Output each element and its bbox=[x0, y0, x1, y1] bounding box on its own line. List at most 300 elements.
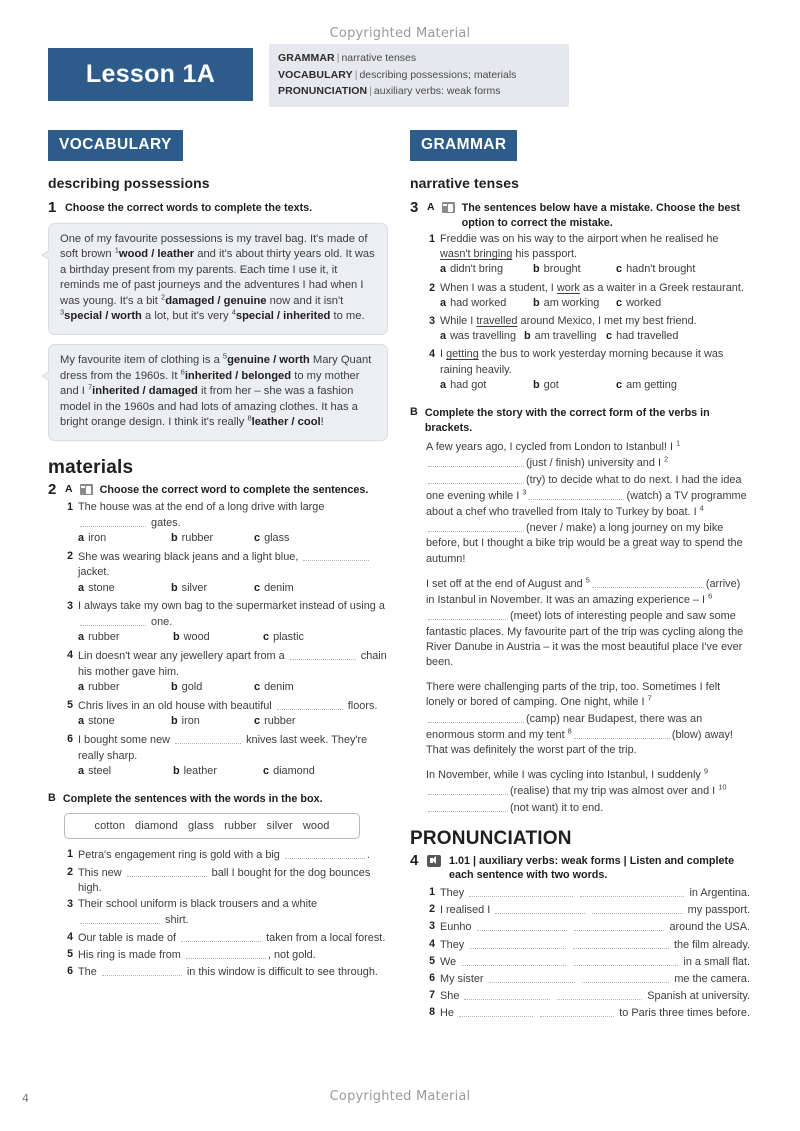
option[interactable] bbox=[254, 531, 290, 546]
question-body: Their school uniform is black trousers and a white shirt. bbox=[78, 898, 318, 927]
answer-blank[interactable] bbox=[528, 489, 624, 500]
option[interactable] bbox=[524, 329, 606, 344]
option-letter: b bbox=[173, 764, 180, 777]
option-text: was travelling bbox=[450, 330, 517, 343]
option-text: denim bbox=[264, 680, 294, 693]
bold-option: inherited / belonged bbox=[184, 369, 292, 382]
exercise-4-instruction-text: Listen and complete each sentence with two words. bbox=[449, 854, 735, 882]
option-letter: c bbox=[254, 680, 261, 693]
option-text: had worked bbox=[450, 296, 507, 309]
option[interactable] bbox=[78, 714, 171, 729]
list-item bbox=[64, 930, 388, 946]
option-letter: b bbox=[533, 296, 540, 309]
question-body: She was wearing black jeans and a light blue, jacket. a stone b silver c denim bbox=[78, 549, 388, 598]
list-item bbox=[64, 698, 388, 731]
question-body: Our table is made of taken from a local forest. bbox=[78, 931, 386, 944]
question-number: 5 bbox=[67, 947, 73, 960]
option-text: plastic bbox=[273, 631, 304, 644]
answer-blank[interactable] bbox=[428, 521, 524, 532]
option[interactable] bbox=[616, 296, 661, 311]
lesson-title-banner bbox=[48, 48, 253, 101]
option-letter: c bbox=[263, 631, 270, 644]
question-body bbox=[440, 954, 750, 970]
option-text: rubber bbox=[264, 715, 296, 728]
question-body: Freddie was on his way to the airport when he realised he wasn't bringing his passport. a didn't bring b brought c hadn't brought bbox=[440, 232, 750, 280]
question-number: 3 bbox=[67, 599, 73, 612]
bold-option: special / worth bbox=[64, 310, 142, 323]
answer-blank[interactable] bbox=[540, 1006, 614, 1017]
question-body bbox=[440, 902, 750, 918]
flashcard-icon bbox=[80, 484, 93, 495]
exercise-2-part-a-label: A bbox=[65, 483, 73, 496]
list-item bbox=[426, 988, 750, 1004]
option-letter: a bbox=[78, 581, 85, 594]
exercise-3b-head bbox=[410, 405, 750, 435]
option-text: steel bbox=[88, 764, 112, 777]
gap-number: 3 bbox=[60, 307, 65, 317]
sentence-start: Eunho bbox=[440, 921, 472, 934]
vocabulary-chip-wrap bbox=[48, 130, 388, 161]
answer-blank[interactable] bbox=[285, 848, 365, 859]
question-number: 2 bbox=[67, 865, 73, 878]
answer-blank[interactable] bbox=[428, 712, 524, 723]
list-item bbox=[64, 847, 388, 863]
question-body bbox=[440, 971, 750, 987]
list-item bbox=[426, 971, 750, 987]
exercise-1-instruction: Choose the correct words to complete the texts. bbox=[65, 202, 313, 214]
syllabus-separator: | bbox=[369, 85, 372, 97]
question-number: 1 bbox=[429, 233, 435, 245]
speech-bubble-text: One of my favourite possessions is my travel bag. It's made of soft brown $^1$wood / leather and it's about thirty years old. It was a birthday present from my parents. Each time I use it, it reminds me of past journeys and the adventures I had when I was young. It's a bit $^2$damaged / genuine now and it isn't $^3$special / worth a lot, but it's very $^4$special / inherited to me. bbox=[48, 223, 388, 336]
list-item bbox=[64, 648, 388, 697]
syllabus-value: narrative tenses bbox=[341, 52, 417, 64]
option-text: glass bbox=[264, 531, 290, 544]
option-text: gold bbox=[181, 680, 203, 693]
syllabus-row bbox=[278, 50, 560, 67]
question-number: 4 bbox=[429, 937, 435, 950]
vocabulary-column bbox=[48, 130, 388, 990]
list-item bbox=[426, 919, 750, 935]
option[interactable] bbox=[78, 531, 171, 546]
answer-blank[interactable] bbox=[127, 866, 207, 877]
list-item bbox=[64, 599, 388, 648]
option-text: rubber bbox=[181, 531, 214, 544]
option-text: wood bbox=[183, 631, 210, 644]
answer-blank[interactable] bbox=[80, 516, 146, 527]
exercise-3b-instruction: Complete the story with the correct form of the verbs in brackets. bbox=[424, 407, 710, 434]
option[interactable] bbox=[616, 378, 677, 393]
option-letter: b bbox=[533, 263, 540, 276]
option[interactable] bbox=[171, 680, 254, 695]
option-text: had got bbox=[450, 378, 487, 391]
answer-blank[interactable] bbox=[102, 965, 182, 976]
option[interactable] bbox=[606, 329, 678, 344]
syllabus-row bbox=[278, 67, 560, 84]
exercise-2 bbox=[48, 482, 388, 980]
grammar-column bbox=[410, 130, 750, 1032]
list-item bbox=[64, 964, 388, 980]
list-item bbox=[426, 314, 750, 346]
answer-blank[interactable] bbox=[80, 913, 160, 924]
question-number: 6 bbox=[67, 964, 73, 977]
sentence-start: We bbox=[440, 955, 457, 968]
option-letter: b bbox=[171, 715, 178, 728]
list-item bbox=[426, 347, 750, 395]
syllabus-label: GRAMMAR bbox=[278, 52, 335, 64]
answer-blank[interactable] bbox=[469, 938, 565, 949]
option-letter: a bbox=[78, 631, 85, 644]
option-text: didn't bring bbox=[450, 263, 504, 276]
gap-number: 2 bbox=[664, 454, 669, 464]
option-text: iron bbox=[181, 715, 200, 728]
answer-blank[interactable] bbox=[574, 920, 664, 931]
exercise-2-head bbox=[48, 482, 388, 498]
story-paragraph: A few years ago, I cycled from London to Istanbul! I $^1$(just / finish) university and I $^2$(try) to decide what to do next. I had the idea one evening while I $^3$ (watch) a TV programme about a chef who travelled from Italy to Turkey by boat. I $^4$(never / make) a long journey on my bike before, but I thought a bike trip would be a great way to spend the autumn! bbox=[426, 438, 747, 565]
question-number: 5 bbox=[67, 698, 73, 711]
list-item bbox=[64, 500, 388, 549]
separator: | bbox=[470, 854, 480, 867]
option-letter: c bbox=[254, 531, 261, 544]
story-paragraph: In November, while I was cycling into Istanbul, I suddenly $^9$(realise) that my trip was almost over and I $^{10}$(not want) it to end. bbox=[426, 766, 727, 814]
list-item bbox=[64, 865, 388, 896]
option[interactable] bbox=[78, 680, 171, 695]
gap-number: 8 bbox=[247, 413, 252, 423]
question-number: 3 bbox=[429, 315, 435, 328]
list-item bbox=[426, 954, 750, 970]
option-letter: a bbox=[440, 330, 447, 343]
answer-blank[interactable] bbox=[181, 931, 261, 942]
bold-option: genuine / worth bbox=[227, 354, 310, 367]
question-body: This new ball I bought for the dog bounces high. bbox=[78, 866, 371, 894]
grammar-subhead: narrative tenses bbox=[410, 175, 519, 191]
option-text: diamond bbox=[273, 764, 315, 777]
page-number: 4 bbox=[22, 1092, 29, 1105]
exercise-4-question-list bbox=[426, 885, 750, 1022]
option[interactable] bbox=[78, 630, 173, 645]
option-text: brought bbox=[543, 263, 581, 276]
mistake-underline: travelled bbox=[476, 315, 518, 328]
exercise-3 bbox=[410, 200, 750, 816]
exercise-3-head bbox=[410, 200, 750, 230]
gap-number: 4 bbox=[231, 307, 236, 317]
list-item bbox=[426, 902, 750, 918]
question-body bbox=[440, 988, 750, 1004]
question-body: Petra's engagement ring is gold with a big . bbox=[78, 849, 370, 862]
exercise-4-head bbox=[410, 853, 750, 883]
gap-number: 5 bbox=[585, 575, 590, 585]
gap-number: 4 bbox=[699, 503, 704, 513]
question-number: 8 bbox=[429, 1006, 435, 1019]
option-text: leather bbox=[183, 764, 217, 777]
option-letter: c bbox=[254, 581, 261, 594]
option-letter: c bbox=[263, 764, 270, 777]
list-item bbox=[64, 897, 388, 928]
list-item bbox=[64, 947, 388, 963]
story-paragraph: There were challenging parts of the trip, too. Sometimes I felt lonely or bored of camping. One night, while I $^7$(camp) near Budapest, there was an enormous storm and my tent $^8$ (blow) away! That was definitely the worst part of the trip. bbox=[426, 680, 733, 757]
list-item bbox=[64, 549, 388, 598]
answer-blank[interactable] bbox=[428, 473, 524, 484]
question-number: 4 bbox=[429, 348, 435, 361]
word-bank-item[interactable]: diamond bbox=[135, 820, 178, 833]
option-text: am getting bbox=[626, 378, 677, 391]
option[interactable] bbox=[263, 630, 304, 645]
question-body: I bought some new knives last week. They're really sharp. a steel b leather c diamond bbox=[78, 732, 388, 781]
watermark-bottom: Copyrighted Material bbox=[329, 1089, 471, 1104]
gap-number: 7 bbox=[88, 382, 93, 392]
sentence-end: me the camera. bbox=[674, 972, 750, 985]
option[interactable] bbox=[171, 714, 254, 729]
option[interactable] bbox=[440, 262, 533, 277]
bold-option: inherited / damaged bbox=[92, 385, 198, 398]
answer-blank[interactable] bbox=[461, 955, 566, 966]
option-letter: a bbox=[440, 296, 447, 309]
word-bank-item[interactable]: rubber bbox=[224, 820, 257, 833]
question-number: 6 bbox=[67, 733, 73, 746]
list-item bbox=[426, 937, 750, 953]
word-bank-item[interactable]: silver bbox=[266, 820, 293, 833]
list-item bbox=[426, 1005, 750, 1021]
option-letter: a bbox=[440, 378, 447, 391]
mistake-underline: getting bbox=[446, 348, 479, 361]
audio-topic: auxiliary verbs: weak forms bbox=[479, 854, 621, 867]
answer-blank[interactable] bbox=[428, 801, 508, 812]
answer-blank[interactable] bbox=[574, 728, 670, 739]
syllabus-separator: | bbox=[354, 68, 358, 81]
question-number: 1 bbox=[67, 500, 73, 513]
answer-blank[interactable] bbox=[592, 577, 704, 588]
exercise-3a-question-list bbox=[426, 232, 750, 395]
answer-blank[interactable] bbox=[186, 948, 266, 959]
exercise-2b-head bbox=[48, 791, 388, 807]
answer-blank[interactable] bbox=[464, 989, 549, 1000]
answer-blank[interactable] bbox=[580, 886, 684, 897]
sentence-start: She bbox=[440, 990, 460, 1003]
answer-blank[interactable] bbox=[175, 733, 241, 744]
question-number: 5 bbox=[429, 954, 435, 967]
question-number: 1 bbox=[67, 848, 73, 861]
question-number: 2 bbox=[67, 550, 73, 563]
answer-blank[interactable] bbox=[428, 784, 508, 795]
question-number: 6 bbox=[429, 971, 435, 984]
word-bank-box bbox=[64, 813, 360, 839]
vocabulary-subhead: describing possessions bbox=[48, 175, 210, 191]
gap-number: 1 bbox=[114, 245, 119, 255]
exercise-3-instruction: The sentences below have a mistake. Choose the best option to correct the mistake. bbox=[461, 202, 741, 229]
exercise-1-head bbox=[48, 200, 388, 216]
option-row bbox=[440, 378, 750, 393]
exercise-2-part-b-label: B bbox=[48, 791, 56, 804]
word-bank-item[interactable]: cotton bbox=[94, 820, 126, 833]
answer-blank[interactable] bbox=[277, 699, 343, 710]
answer-blank[interactable] bbox=[428, 456, 524, 467]
answer-blank[interactable] bbox=[303, 550, 369, 561]
option[interactable] bbox=[440, 329, 524, 344]
option[interactable] bbox=[533, 378, 616, 393]
option[interactable] bbox=[616, 262, 695, 277]
syllabus-value: describing possessions; materials bbox=[359, 68, 517, 81]
question-number: 7 bbox=[429, 989, 435, 1002]
gap-number: 3 bbox=[522, 487, 527, 497]
option[interactable] bbox=[440, 378, 533, 393]
option-letter: c bbox=[616, 378, 623, 391]
answer-blank[interactable] bbox=[495, 903, 585, 914]
answer-blank[interactable] bbox=[477, 920, 567, 931]
bold-option: leather / cool bbox=[251, 416, 321, 429]
option-row bbox=[78, 680, 388, 695]
option[interactable] bbox=[171, 531, 254, 546]
option-letter: b bbox=[171, 531, 178, 544]
option-letter: c bbox=[606, 330, 613, 343]
answer-blank[interactable] bbox=[428, 609, 508, 620]
option-letter: b bbox=[173, 631, 180, 644]
option-letter: c bbox=[616, 263, 623, 276]
gap-number: 6 bbox=[708, 591, 713, 601]
word-bank-item[interactable]: glass bbox=[187, 820, 215, 833]
question-body: I always take my own bag to the supermarket instead of using a one. a rubber b wood c plastic bbox=[78, 599, 388, 648]
answer-blank[interactable] bbox=[459, 1006, 533, 1017]
syllabus-label: PRONUNCIATION bbox=[278, 85, 368, 97]
question-body: While I travelled around Mexico, I met my best friend. a was travelling b am travelling c had travelled bbox=[440, 314, 750, 346]
option-letter: c bbox=[254, 715, 261, 728]
watermark-top: Copyrighted Material bbox=[329, 26, 471, 41]
sentence-start: They bbox=[440, 886, 465, 899]
audio-icon[interactable] bbox=[427, 855, 441, 867]
syllabus-box bbox=[269, 44, 569, 107]
option[interactable] bbox=[533, 296, 616, 311]
option[interactable] bbox=[533, 262, 616, 277]
option-text: am working bbox=[543, 296, 600, 309]
question-body: I getting the bus to work yesterday morning because it was raining heavily. a had got b got c am getting bbox=[440, 347, 750, 395]
gap-number: 5 bbox=[222, 351, 228, 361]
exercise-1 bbox=[48, 200, 388, 441]
option[interactable] bbox=[173, 630, 263, 645]
sentence-end: Spanish at university. bbox=[647, 990, 751, 1003]
sentence-start: They bbox=[440, 938, 465, 951]
exercise-4 bbox=[410, 853, 750, 1022]
option-text: worked bbox=[626, 296, 662, 309]
exercise-2a-question-list bbox=[64, 500, 388, 781]
bold-option: wood / leather bbox=[118, 248, 195, 261]
exercise-2b-instruction: Complete the sentences with the words in the box. bbox=[62, 792, 323, 805]
sentence-end: in a small flat. bbox=[683, 955, 750, 968]
question-body bbox=[440, 1005, 750, 1021]
sentence-end: to Paris three times before. bbox=[619, 1007, 751, 1020]
answer-blank[interactable] bbox=[290, 649, 356, 660]
sentence-start: He bbox=[440, 1007, 454, 1020]
word-bank-item[interactable]: wood bbox=[302, 820, 330, 833]
exercise-1-number: 1 bbox=[48, 199, 57, 216]
syllabus-value: auxiliary verbs: weak forms bbox=[373, 85, 501, 97]
option[interactable] bbox=[440, 296, 533, 311]
answer-blank[interactable] bbox=[592, 903, 682, 914]
pronunciation-heading: PRONUNCIATION bbox=[410, 827, 572, 849]
question-number: 4 bbox=[67, 649, 73, 662]
option[interactable] bbox=[78, 764, 173, 779]
question-number: 3 bbox=[429, 920, 435, 933]
answer-blank[interactable] bbox=[573, 938, 669, 949]
question-body bbox=[440, 937, 750, 953]
list-item bbox=[426, 281, 750, 313]
question-number: 3 bbox=[67, 898, 73, 911]
option[interactable] bbox=[171, 581, 254, 596]
sentence-start: My sister bbox=[440, 972, 484, 985]
gap-number: 7 bbox=[647, 693, 652, 703]
exercise-2-instruction: Choose the correct word to complete the sentences. bbox=[99, 484, 369, 497]
option-row bbox=[440, 296, 750, 311]
option-text: iron bbox=[88, 531, 107, 544]
gap-fill-story bbox=[426, 440, 750, 816]
answer-blank[interactable] bbox=[557, 989, 642, 1000]
option-text: silver bbox=[181, 581, 208, 594]
option-text: rubber bbox=[88, 631, 120, 644]
answer-blank[interactable] bbox=[582, 972, 669, 983]
option[interactable] bbox=[254, 581, 294, 596]
sentence-end: around the USA. bbox=[669, 921, 750, 934]
question-body: Chris lives in an old house with beautiful floors. a stone b iron c rubber bbox=[78, 698, 388, 731]
option[interactable] bbox=[254, 680, 294, 695]
exercise-3-part-b-label: B bbox=[410, 406, 418, 419]
audio-track-number: 1.01 bbox=[449, 854, 471, 867]
materials-heading: materials bbox=[48, 457, 134, 479]
option[interactable] bbox=[78, 581, 171, 596]
syllabus-separator: | bbox=[336, 52, 340, 64]
speech-bubble-text: My favourite item of clothing is a $^5$genuine / worth Mary Quant dress from the 1960s. It $^6$inherited / belonged to my mother and I $^7$inherited / damaged it from her – she was a fashion model in the 1960s and had lots of amazing clothes. It has a bright orange design. I think it's really $^8$leather / cool! bbox=[48, 344, 388, 441]
question-body: The house was at the end of a long drive with large gates. a iron b rubber c glass bbox=[78, 500, 388, 549]
option-text: denim bbox=[264, 581, 294, 594]
option-letter: a bbox=[78, 531, 85, 544]
gap-number: 2 bbox=[161, 292, 166, 302]
option-letter: b bbox=[524, 330, 531, 343]
gap-number: 10 bbox=[718, 782, 727, 792]
option-text: rubber bbox=[88, 680, 120, 693]
option-letter: b bbox=[533, 378, 540, 391]
option-text: got bbox=[543, 378, 559, 391]
option[interactable] bbox=[263, 764, 315, 779]
question-body: His ring is made from , not gold. bbox=[78, 948, 316, 961]
question-number: 2 bbox=[429, 281, 435, 294]
exercise-3-part-a-label: A bbox=[427, 201, 435, 213]
option-row bbox=[78, 531, 388, 546]
option-text: stone bbox=[88, 581, 115, 594]
option-letter: a bbox=[78, 680, 85, 693]
answer-blank[interactable] bbox=[489, 972, 576, 983]
option-row bbox=[78, 714, 388, 729]
answer-blank[interactable] bbox=[573, 955, 678, 966]
story-paragraph: I set off at the end of August and $^5$ (arrive) in Istanbul in November. It was an amazing experience – I $^6$(meet) lots of interesting people and saw some fantastic places. My favourite part of the trip was cycling along the River Danube in Austria – it was the most beautiful place I've ever been. bbox=[426, 575, 744, 669]
mistake-underline: work bbox=[556, 281, 580, 294]
exercise-4-instruction bbox=[449, 853, 750, 883]
gap-number: 9 bbox=[703, 766, 709, 776]
grammar-chip-wrap bbox=[410, 130, 750, 161]
option-letter: b bbox=[171, 581, 178, 594]
list-item bbox=[64, 732, 388, 781]
question-body: The in this window is difficult to see through. bbox=[78, 965, 378, 978]
separator: | bbox=[620, 854, 630, 867]
option-row bbox=[440, 329, 750, 344]
option[interactable] bbox=[254, 714, 296, 729]
mistake-underline: wasn't bringing bbox=[440, 248, 513, 261]
flashcard-icon bbox=[442, 202, 455, 213]
syllabus-row bbox=[278, 83, 560, 100]
option[interactable] bbox=[173, 764, 263, 779]
answer-blank[interactable] bbox=[80, 615, 146, 626]
answer-blank[interactable] bbox=[469, 886, 573, 897]
gap-number: 6 bbox=[180, 366, 185, 376]
bold-option: special / inherited bbox=[235, 310, 331, 323]
exercise-2-number: 2 bbox=[48, 481, 57, 499]
question-body: When I was a student, I work as a waiter in a Greek restaurant. a had worked b am working c worked bbox=[440, 281, 750, 313]
option-letter: c bbox=[616, 296, 623, 309]
